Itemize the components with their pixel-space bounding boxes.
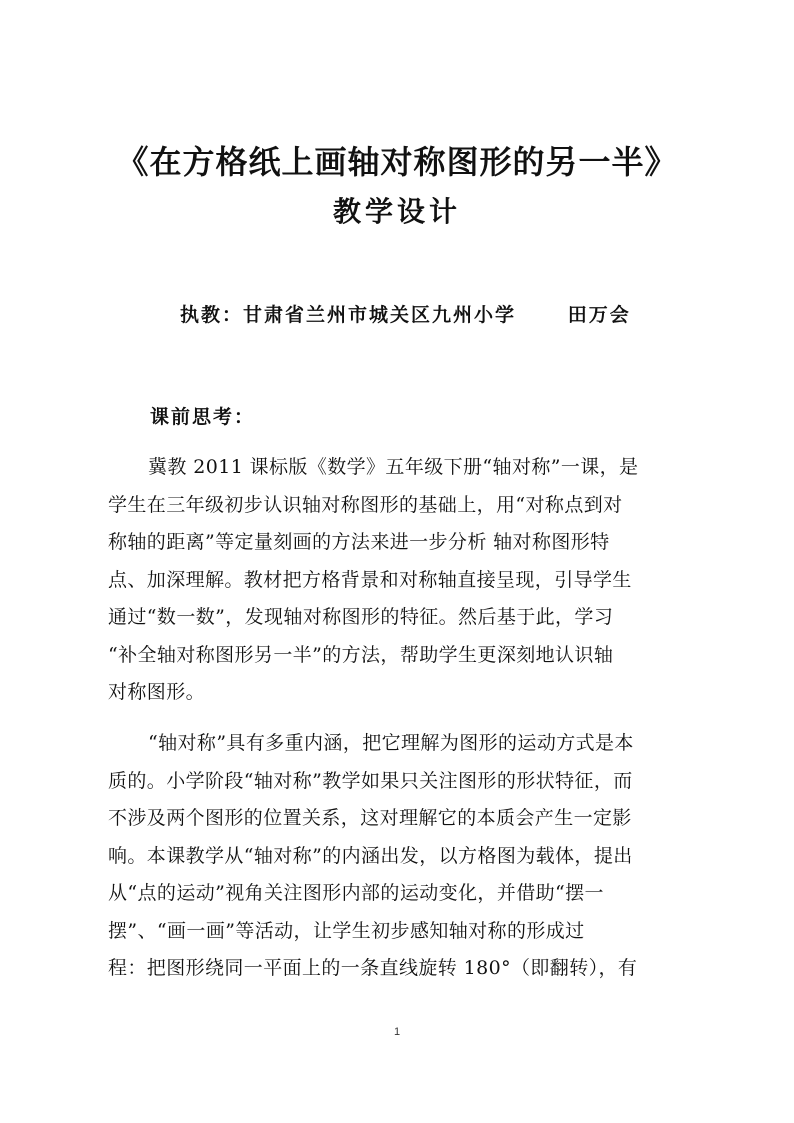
paragraph-line: 程：把图形绕同一平面上的一条直线旋转 180°（即翻转），有 xyxy=(108,957,638,979)
page-number: 1 xyxy=(393,1026,401,1038)
paragraph-line: “轴对称”具有多重内涵，把它理解为图形的运动方式是本 xyxy=(148,732,634,754)
section-heading: 课前思考： xyxy=(150,406,256,428)
paragraph-line: 不涉及两个图形的位置关系，这对理解它的本质会产生一定影 xyxy=(108,807,632,829)
paragraph-line: 质的。小学阶段“轴对称”教学如果只关注图形的形状特征，而 xyxy=(108,769,633,792)
paragraph-2 xyxy=(108,725,698,988)
paragraph-line: 摆”、“画一画”等活动，让学生初步感知轴对称的形成过 xyxy=(108,919,585,942)
author-line: 执教：甘肃省兰州市城关区九州小学 田万会 xyxy=(180,304,631,326)
paragraph-line: 响。本课教学从“轴对称”的内涵出发，以方格图为载体，提出 xyxy=(108,844,633,867)
paragraph-line: 称轴的距离”等定量刻画的方法来进一步分析 轴对称图形特 xyxy=(108,531,610,553)
paragraph-1 xyxy=(108,449,698,712)
document-subtitle: 教学设计 xyxy=(332,195,461,228)
paragraph-line: 点、加深理解。教材把方格背景和对称轴直接呈现，引导学生 xyxy=(108,568,632,591)
paragraph-line: 从“点的运动”视角关注图形内部的运动变化，并借助“摆一 xyxy=(108,882,604,904)
paragraph-line: 学生在三年级初步认识轴对称图形的基础上，用“对称点到对 xyxy=(108,493,623,516)
paragraph-line: “补全轴对称图形另一半”的方法，帮助学生更深刻地认识轴 xyxy=(108,643,614,666)
paragraph-line: 冀教 2011 课标版《数学》五年级下册“轴对称”一课，是 xyxy=(148,456,639,478)
paragraph-line: 对称图形。 xyxy=(108,681,206,703)
paragraph-line: 通过“数一数”，发现轴对称图形的特征。然后基于此，学习 xyxy=(108,606,614,628)
document-title: 《在方格纸上画轴对称图形的另一半》 xyxy=(116,143,678,181)
